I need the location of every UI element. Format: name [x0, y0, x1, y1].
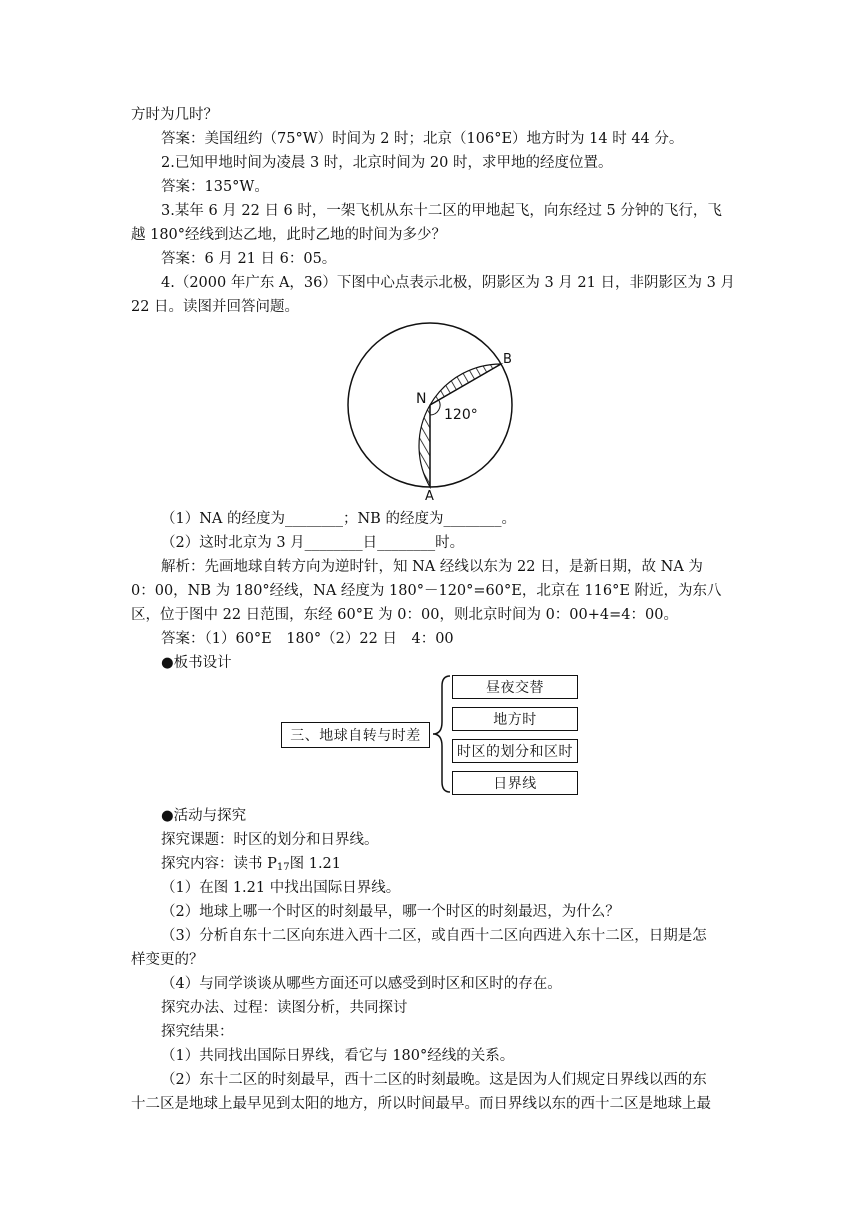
fill-in-question: （2）这时北京为 3 月________日________时。 [161, 535, 465, 551]
answer-line: 答案：6 月 21 日 6：05。 [161, 251, 337, 267]
label-n: N [416, 391, 427, 407]
question-line: 22 日。读图并回答问题。 [131, 299, 300, 315]
result-line: （2）东十二区的时刻最早，西十二区的时刻最晚。这是因为人们规定日界线以西的东 [161, 1072, 707, 1088]
topic-line: 探究课题：时区的划分和日界线。 [161, 832, 379, 848]
results-heading: 探究结果： [161, 1024, 234, 1040]
task-line: 样变更的？ [131, 952, 204, 968]
task-line: （3）分析自东十二区向东进入西十二区，或自西十二区向西进入东十二区，日期是怎 [161, 928, 707, 944]
task-line: （2）地球上哪一个时区的时刻最早，哪一个时区的时刻最迟，为什么？ [161, 904, 620, 920]
curly-brace [430, 672, 454, 796]
board-heading: ●板书设计 [161, 655, 232, 671]
answer-line: 答案：135°W。 [161, 179, 269, 195]
label-b: B [503, 352, 512, 367]
result-line: （1）共同找出国际日界线，看它与 180°经线的关系。 [161, 1048, 515, 1064]
question-line: 越 180°经线到达乙地，此时乙地的时间为多少？ [131, 227, 447, 243]
result-line: 十二区是地球上最早见到太阳的地方，所以时间最早。而日界线以东的西十二区是地球上最 [131, 1096, 711, 1112]
task-line: （4）与同学谈谈从哪些方面还可以感受到时区和区时的存在。 [161, 976, 562, 992]
angle-label: 120° [444, 407, 478, 423]
content-line: 探究内容：读书 $P_{17}$图 1.21 [161, 856, 342, 873]
answer-line: 答案：美国纽约（75°W）时间为 2 时；北京（106°E）地方时为 14 时 44 分。 [161, 131, 684, 147]
polar-date-figure [340, 315, 530, 505]
label-a: A [425, 489, 434, 504]
board-root-box: 三、地球自转与时差 [281, 722, 430, 748]
text-line: 方时为几时？ [131, 107, 218, 123]
board-item-date-line: 日界线 [452, 771, 578, 795]
question-line: 4.（2000 年广东 A，36）下图中心点表示北极，阴影区为 3 月 21 日，非阴影区为 3 月 [161, 275, 735, 291]
board-item-day-night: 昼夜交替 [452, 675, 578, 699]
question-line: 3.某年 6 月 22 日 6 时，一架飞机从东十二区的甲地起飞，向东经过 5 分钟的飞行，飞 [161, 203, 722, 219]
activity-heading: ●活动与探究 [161, 808, 247, 824]
method-line: 探究办法、过程：读图分析，共同探讨 [161, 1000, 408, 1016]
analysis-line: 区，位于图中 22 日范围，东经 60°E 为 0：00，则北京时间为 0：00+4=4：00。 [131, 607, 678, 623]
board-item-local-time: 地方时 [452, 707, 578, 731]
board-item-time-zones: 时区的划分和区时 [452, 739, 578, 763]
analysis-line: 解析：先画地球自转方向为逆时针，知 NA 经线以东为 22 日，是新日期，故 NA 为 [161, 559, 703, 575]
analysis-line: 0：00，NB 为 180°经线，NA 经度为 180°－120°=60°E，北京在 116°E 附近，为东八 [131, 583, 722, 599]
fill-in-question: （1）NA 的经度为________；NB 的经度为________。 [161, 511, 516, 527]
question-line: 2.已知甲地时间为凌晨 3 时，北京时间为 20 时，求甲地的经度位置。 [161, 155, 613, 171]
answer-line: 答案：（1）60°E 180°（2）22 日 4：00 [161, 631, 454, 647]
task-line: （1）在图 1.21 中找出国际日界线。 [161, 880, 401, 896]
